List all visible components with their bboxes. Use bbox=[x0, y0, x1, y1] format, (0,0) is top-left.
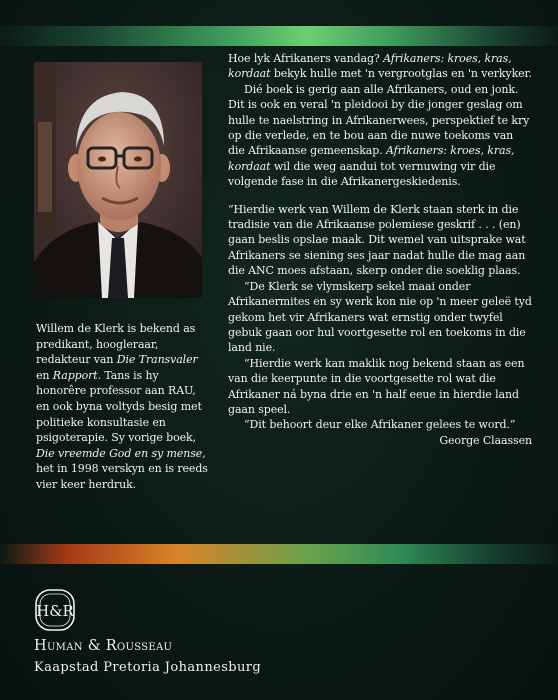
publisher-cities: Kaapstad Pretoria Johannesburg bbox=[34, 660, 262, 675]
blurb-column bbox=[228, 51, 532, 448]
author-photo bbox=[34, 62, 202, 298]
review-quote-3: “Hierdie werk kan maklik nog bekend staan as een van die keerpunte in die voortgesette rol wat die Afrikaner ná byna drie en 'n half eeue in hierdie land gaan speel. bbox=[228, 356, 525, 416]
publisher-name: Human & Rousseau bbox=[34, 638, 173, 654]
review-quote-2: “De Klerk se vlymskerp sekel maai onder Afrikanermites en sy werk kon nie op 'n meer geleë tyd gekom het vir Afrikaners wat ernstig onder twyfel gebuk gaan oor hul voortgesette rol en toekoms in die land nie. bbox=[228, 279, 532, 355]
blurb-paragraph-1: Hoe lyk Afrikaners vandag? Afrikaners: kroes, kras, kordaat bekyk hulle met 'n vergrootglas en 'n verkyker. bbox=[228, 52, 532, 81]
bottom-color-band bbox=[0, 544, 558, 564]
review-quote-1: “Hierdie werk van Willem de Klerk staan sterk in die tradisie van die Afrikaanse polemiese geskrif . . . (en) gaan beslis opslae maak. Dit wemel van uitsprake wat Afrikaners se siening ses jaar nadat hulle die mag aan die ANC moes afstaan, skerp onder die soeklig plaas. bbox=[228, 202, 526, 278]
publisher-logo-icon bbox=[34, 588, 76, 632]
author-bio: Willem de Klerk is bekend as predikant, hoogleraar, redakteur van Die Transvaler en Rapport. Tans is hy honorêre professor aan RAU, en ook byna voltyds besig met politieke konsultasie en psigoterapie. Sy vorige boek, Die vreemde God en sy mense, het in 1998 verskyn en is reeds vier keer herdruk. bbox=[36, 322, 208, 491]
publisher-logo-text: H&R bbox=[36, 602, 74, 620]
top-color-band bbox=[0, 26, 558, 46]
reviewer-signature: George Claassen bbox=[439, 433, 532, 447]
blurb-paragraph-2: Dié boek is gerig aan alle Afrikaners, oud en jonk. Dit is ook en veral 'n pleidooi by die jonger geslag om hulle te naelstring in Afrikanerwees, perspektief te kry op die verlede, en te bou aan die nuwe toekoms van die Afrikaanse gemeenskap. Afrikaners: kroes, kras, kordaat wil die weg aandui tot vernuwing vir die volgende fase in die Afrikanergeskiedenis. bbox=[228, 82, 530, 189]
author-portrait-image bbox=[34, 62, 202, 298]
review-quote-4: “Dit behoort deur elke Afrikaner gelees te word.” bbox=[244, 418, 516, 432]
